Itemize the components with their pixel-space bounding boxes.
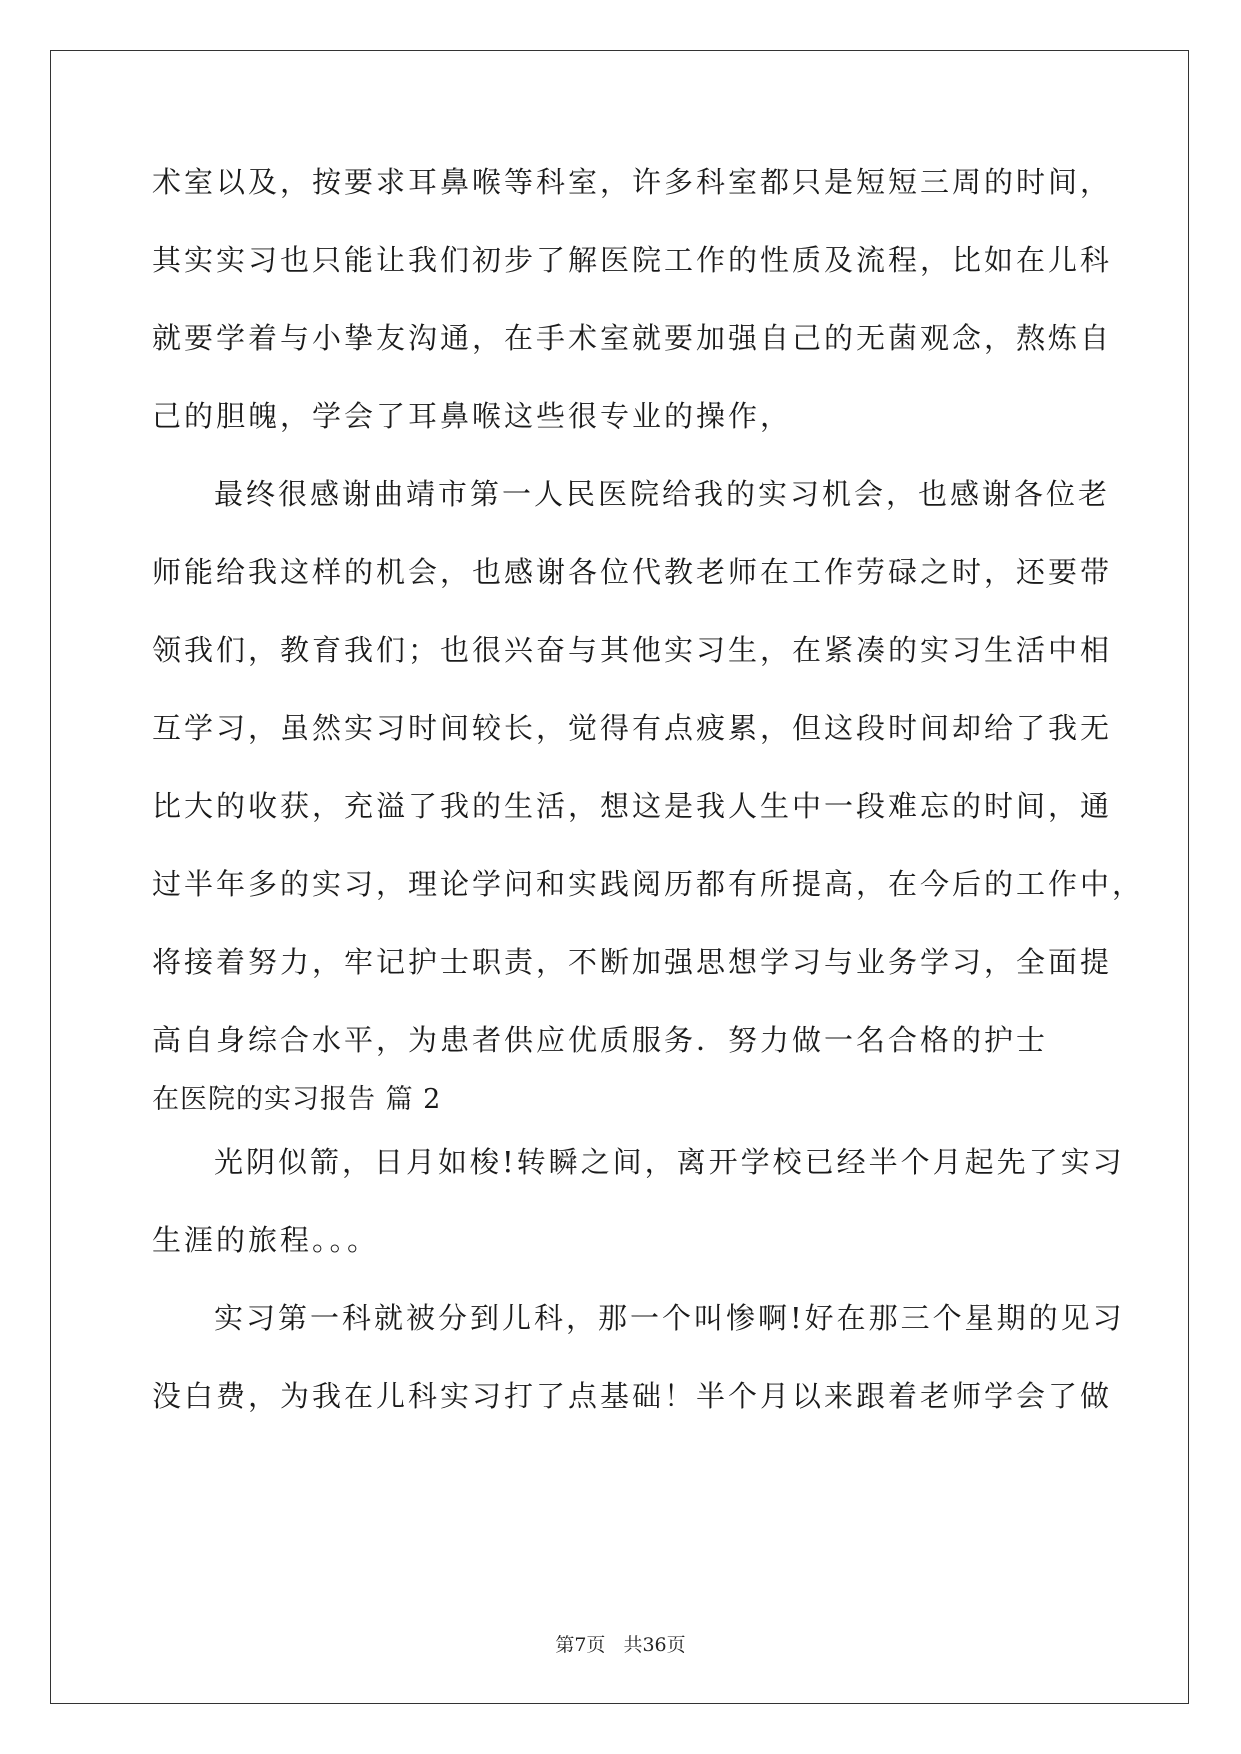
paragraph-line: 术室以及，按要求耳鼻喉等科室，许多科室都只是短短三周的时间， [152,165,1113,199]
paragraph-line: 光阴似箭，日月如梭!转瞬之间，离开学校已经半个月起先了实习 [214,1145,1125,1179]
paragraph-line: 过半年多的实习，理论学问和实践阅历都有所提高，在今后的工作中， [152,867,1145,901]
paragraph-line: 己的胆魄，学会了耳鼻喉这些很专业的操作， [152,399,793,433]
paragraph-line: 其实实习也只能让我们初步了解医院工作的性质及流程，比如在儿科 [152,243,1113,277]
paragraph-line: 互学习，虽然实习时间较长，觉得有点疲累，但这段时间却给了我无 [152,711,1113,745]
page-total: 共36页 [623,1634,686,1656]
paragraph-line: 最终很感谢曲靖市第一人民医院给我的实习机会，也感谢各位老 [214,477,1111,511]
section-heading: 在医院的实习报告 篇 2 [152,1084,442,1115]
paragraph-line: 实习第一科就被分到儿科，那一个叫惨啊!好在那三个星期的见习 [214,1301,1125,1335]
paragraph-line: 比大的收获，充溢了我的生活，想这是我人生中一段难忘的时间，通 [152,789,1113,823]
document-body [152,160,1145,1452]
page-number: 第7页 [555,1634,606,1656]
paragraph-line: 就要学着与小挚友沟通，在手术室就要加强自己的无菌观念，熬炼自 [152,321,1113,355]
paragraph-line: 没白费，为我在儿科实习打了点基础！半个月以来跟着老师学会了做 [152,1379,1113,1413]
page-footer [0,1630,1241,1657]
paragraph-line: 师能给我这样的机会，也感谢各位代教老师在工作劳碌之时，还要带 [152,555,1113,589]
paragraph-line: 高自身综合水平，为患者供应优质服务．努力做一名合格的护士 [152,1023,1049,1057]
paragraph-line: 领我们，教育我们；也很兴奋与其他实习生，在紧凑的实习生活中相 [152,633,1113,667]
paragraph-line: 将接着努力，牢记护士职责，不断加强思想学习与业务学习，全面提 [152,945,1113,979]
paragraph-line: 生涯的旅程。。。 [152,1223,380,1257]
